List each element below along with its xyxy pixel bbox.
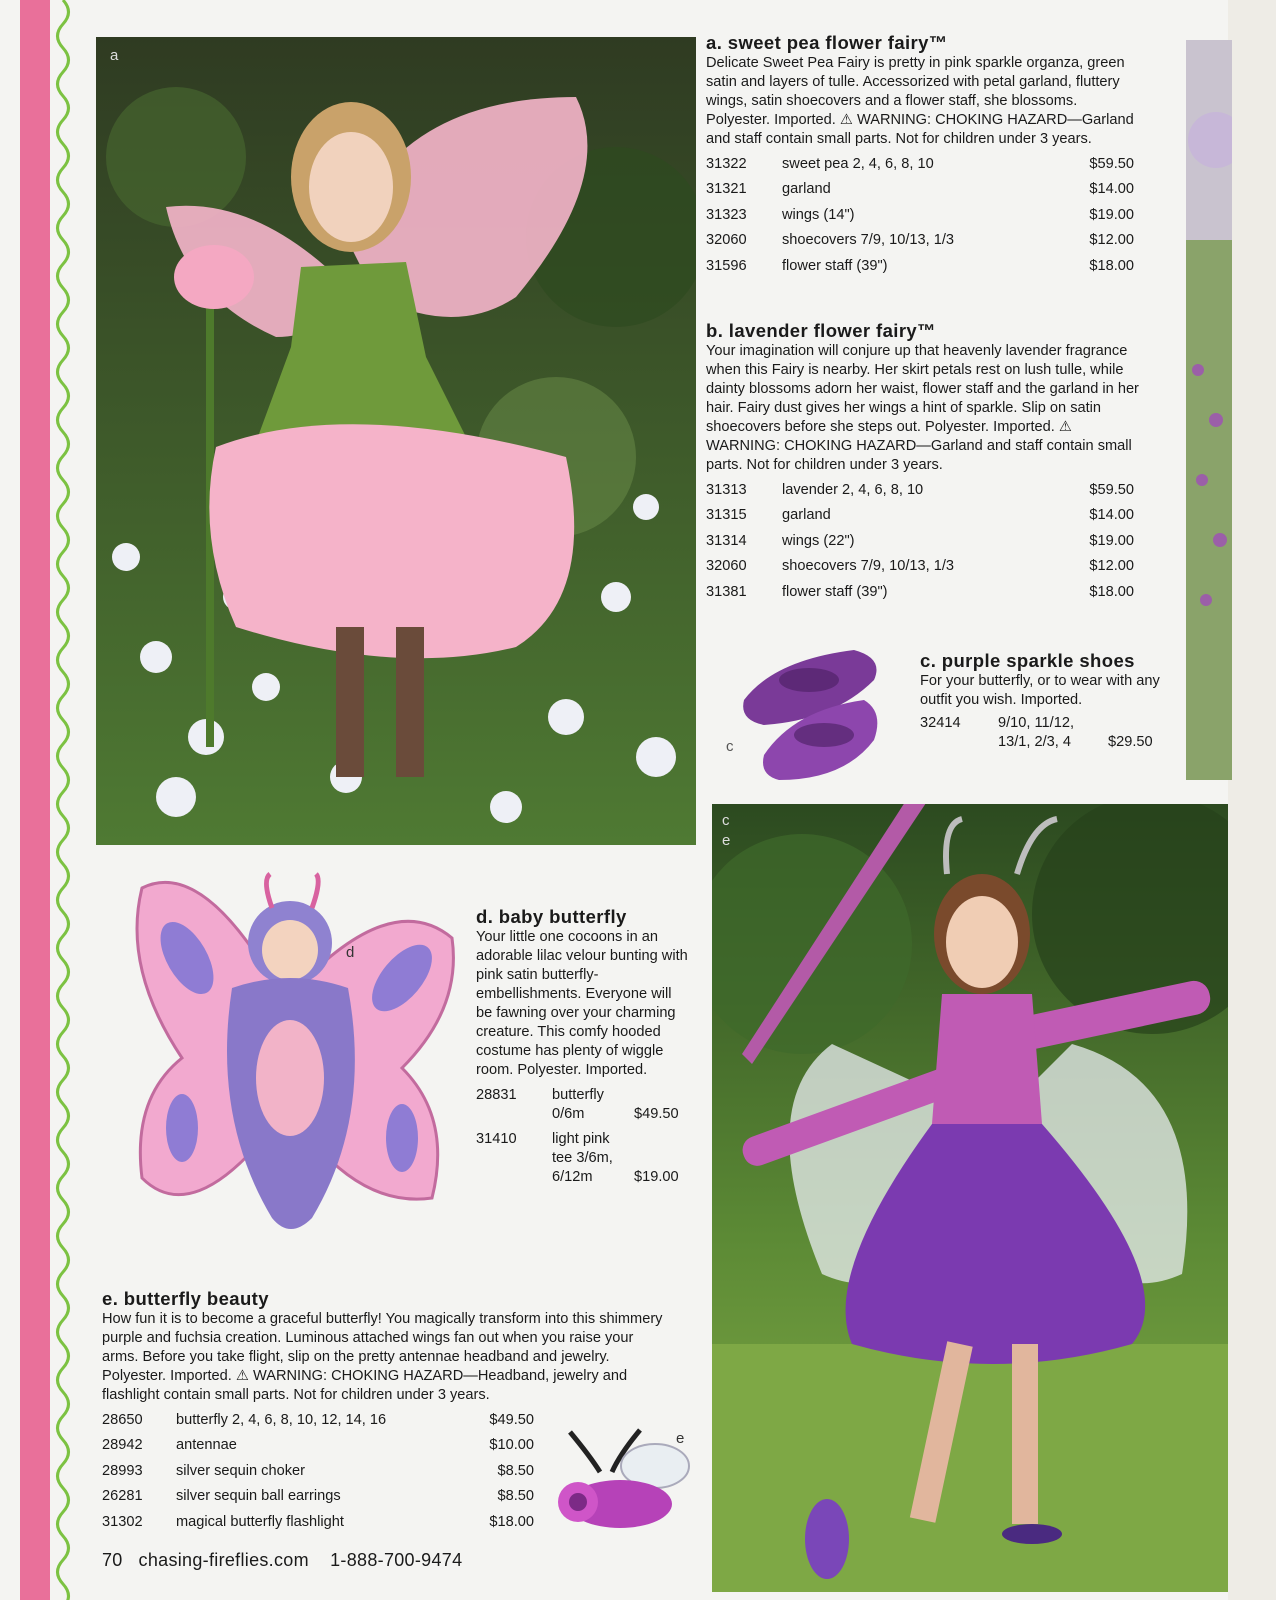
photo-label: e — [676, 1430, 685, 1447]
sku-number: 31321 — [706, 181, 747, 198]
sku-row — [102, 1433, 534, 1459]
sku-number: 31302 — [102, 1513, 143, 1530]
product-a-block — [706, 32, 1144, 279]
sku-number: 31596 — [706, 257, 747, 274]
photo-label: e — [722, 832, 731, 849]
item-price: $12.00 — [1089, 558, 1134, 575]
sku-row — [706, 202, 1134, 228]
item-price: $19.00 — [1089, 532, 1134, 549]
item-name: flower staff (39") — [782, 583, 888, 600]
product-d-sku-list — [476, 1086, 690, 1185]
photo-label: a — [110, 47, 119, 64]
product-c-price: $29.50 — [1108, 734, 1153, 750]
sku-row — [102, 1407, 534, 1433]
sku-number: 31314 — [706, 532, 747, 549]
product-b-title: b. lavender flower fairy™ — [706, 320, 937, 341]
photo-butterfly-flashlight — [550, 1426, 710, 1536]
product-d-sku: 31410 — [476, 1131, 517, 1147]
photo-baby-butterfly — [112, 868, 464, 1240]
item-name: sweet pea 2, 4, 6, 8, 10 — [782, 155, 934, 172]
sku-number: 28942 — [102, 1437, 143, 1454]
product-e-title: e. butterfly beauty — [102, 1288, 269, 1309]
item-price: $59.50 — [1089, 481, 1134, 498]
item-price: $18.00 — [1089, 583, 1134, 600]
sku-number: 28993 — [102, 1462, 143, 1479]
item-price: $18.00 — [1089, 257, 1134, 274]
sku-row — [706, 579, 1134, 605]
sku-row — [102, 1509, 534, 1535]
sku-row — [706, 151, 1134, 177]
sku-number: 31315 — [706, 507, 747, 524]
sku-row — [706, 528, 1134, 554]
item-price: $14.00 — [1089, 507, 1134, 524]
sku-row — [706, 503, 1134, 529]
item-price: $19.00 — [1089, 206, 1134, 223]
item-name: antennae — [176, 1437, 237, 1454]
item-name: shoecovers 7/9, 10/13, 1/3 — [782, 558, 954, 575]
product-d-block — [476, 906, 690, 1185]
photo-purple-shoes — [726, 640, 894, 790]
sku-number: 31323 — [706, 206, 747, 223]
product-b-description: Your imagination will conjure up that heavenly lavender fragrance when this Fairy is nearby. Her skirt petals rest on lush tulle, while dainty blossoms adorn her waist, flower staff and the garland in her hair. Fairy dust gives her wings a hint of sparkle. Slip on satin shoecovers before she steps out. Polyester. Imported. ⚠ WARNING: CHOKING HAZARD—Garland and staff contain small parts. Not for children under 3 years. — [706, 343, 1139, 473]
product-d-description: Your little one cocoons in an adorable lilac velour bunting with pink satin butterfly-embellishments. Everyone will be fawning over your charming creature. This comfy hooded costume has plenty of wiggle room. Polyester. Imported. — [476, 929, 688, 1078]
product-d-item-line: butterfly — [552, 1087, 604, 1103]
sku-number: 28650 — [102, 1411, 143, 1428]
photo-label: d — [346, 944, 355, 961]
item-price: $14.00 — [1089, 181, 1134, 198]
item-price: $59.50 — [1089, 155, 1134, 172]
item-price: $10.00 — [489, 1437, 534, 1454]
product-d-item-line: 0/6m — [552, 1106, 585, 1122]
item-price: $8.50 — [497, 1462, 534, 1479]
photo-sweet-pea-fairy — [96, 37, 696, 845]
item-price: $18.00 — [489, 1513, 534, 1530]
sku-row — [706, 177, 1134, 203]
product-e-description: How fun it is to become a graceful butterfly! You magically transform into this shimmery purple and fuchsia creation. Luminous attached wings fan out when you raise your arms. Before you take flight, slip on the pretty antennae headband and jewelry. Polyester. Imported. ⚠ WARNING: CHOKING HAZARD—Headband, jewelry and flashlight contain small parts. Not for children under 3 years. — [102, 1311, 663, 1403]
phone-number: 1-888-700-9474 — [330, 1550, 463, 1570]
product-d-title: d. baby butterfly — [476, 906, 627, 927]
item-price: $12.00 — [1089, 232, 1134, 249]
photo-butterfly-beauty — [712, 804, 1228, 1592]
item-name: lavender 2, 4, 6, 8, 10 — [782, 481, 924, 498]
sku-number: 31322 — [706, 155, 747, 172]
sku-row — [102, 1458, 534, 1484]
sku-row — [706, 554, 1134, 580]
item-name: garland — [782, 507, 831, 524]
product-d-price: $49.50 — [634, 1106, 679, 1122]
item-price: $8.50 — [497, 1488, 534, 1505]
product-d-item-line: 6/12m — [552, 1169, 593, 1185]
item-name: flower staff (39") — [782, 257, 888, 274]
sku-number: 26281 — [102, 1488, 143, 1505]
product-a-title: a. sweet pea flower fairy™ — [706, 32, 948, 53]
green-wave-border — [50, 0, 76, 1600]
item-name: wings (14") — [782, 206, 855, 223]
website-link[interactable]: chasing-fireflies.com — [138, 1550, 309, 1570]
sku-row — [706, 253, 1134, 279]
product-c-block — [920, 650, 1170, 758]
product-d-sku: 28831 — [476, 1087, 517, 1103]
page-footer — [102, 1550, 462, 1571]
item-name: magical butterfly flashlight — [176, 1513, 344, 1530]
item-name: garland — [782, 181, 831, 198]
sku-number: 31381 — [706, 583, 747, 600]
product-b-block — [706, 320, 1144, 605]
product-a-sku-table — [706, 151, 1134, 279]
photo-lavender-sliver — [1186, 40, 1232, 780]
page-number: 70 — [102, 1550, 123, 1570]
sku-row — [706, 228, 1134, 254]
product-c-title: c. purple sparkle shoes — [920, 650, 1135, 671]
sku-row — [102, 1484, 534, 1510]
item-name: shoecovers 7/9, 10/13, 1/3 — [782, 232, 954, 249]
product-d-item-line: light pink — [552, 1131, 610, 1147]
sku-number: 32060 — [706, 558, 747, 575]
sku-row — [706, 477, 1134, 503]
item-name: wings (22") — [782, 532, 855, 549]
product-c-sizes-line1: 9/10, 11/12, — [998, 715, 1075, 731]
item-name: silver sequin choker — [176, 1462, 305, 1479]
product-d-price: $19.00 — [634, 1169, 679, 1185]
product-d-item-line: tee 3/6m, — [552, 1150, 613, 1166]
sku-number: 31313 — [706, 481, 747, 498]
product-c-sizes-line2: 13/1, 2/3, 4 — [998, 734, 1072, 750]
product-b-sku-table — [706, 477, 1134, 605]
photo-label: c — [726, 738, 734, 755]
photo-label: c — [722, 812, 730, 829]
item-name: butterfly 2, 4, 6, 8, 10, 12, 14, 16 — [176, 1411, 387, 1428]
product-c-description: For your butterfly, or to wear with any outfit you wish. Imported. — [920, 673, 1160, 708]
product-e-sku-table — [102, 1407, 534, 1535]
sku-number: 32060 — [706, 232, 747, 249]
page-binding-edge — [1228, 0, 1276, 1600]
item-name: silver sequin ball earrings — [176, 1488, 341, 1505]
item-price: $49.50 — [489, 1411, 534, 1428]
product-c-sku: 32414 — [920, 715, 961, 731]
pink-margin-strip — [20, 0, 50, 1600]
product-a-description: Delicate Sweet Pea Fairy is pretty in pink sparkle organza, green satin and layers of tulle. Accessorized with petal garland, fluttery wings, satin shoecovers and a flower staff, she blossoms. Polyester. Imported. ⚠ WARNING: CHOKING HAZARD—Garland and staff contain small parts. Not for children under 3 years. — [706, 55, 1134, 147]
